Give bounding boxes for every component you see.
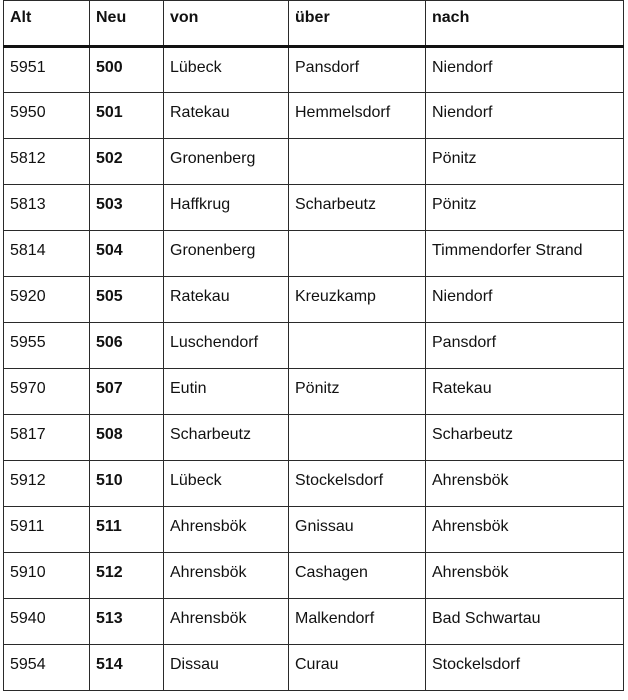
cell-neu: 506 [90,323,164,369]
cell-alt: 5951 [4,47,90,93]
table-row [4,47,624,93]
table-row [4,507,624,553]
table-body [4,47,624,691]
table-header [4,1,624,47]
cell-ueber: Curau [289,645,426,691]
cell-alt: 5954 [4,645,90,691]
table-row [4,139,624,185]
cell-nach: Ahrensbök [426,461,624,507]
cell-ueber: Scharbeutz [289,185,426,231]
cell-neu: 500 [90,47,164,93]
cell-nach: Ahrensbök [426,553,624,599]
cell-alt: 5814 [4,231,90,277]
cell-von: Gronenberg [164,139,289,185]
cell-ueber: Kreuzkamp [289,277,426,323]
header-alt: Alt [4,1,90,47]
table-row [4,553,624,599]
table-row [4,415,624,461]
cell-neu: 501 [90,93,164,139]
table-row [4,277,624,323]
table-row [4,185,624,231]
cell-alt: 5813 [4,185,90,231]
cell-nach: Scharbeutz [426,415,624,461]
cell-nach: Niendorf [426,47,624,93]
cell-von: Dissau [164,645,289,691]
cell-neu: 510 [90,461,164,507]
cell-von: Ahrensbök [164,599,289,645]
cell-ueber: Hemmelsdorf [289,93,426,139]
cell-nach: Ratekau [426,369,624,415]
cell-nach: Niendorf [426,93,624,139]
cell-nach: Ahrensbök [426,507,624,553]
table-row [4,231,624,277]
cell-ueber [289,415,426,461]
header-neu: Neu [90,1,164,47]
cell-nach: Stockelsdorf [426,645,624,691]
cell-nach: Timmendorfer Strand [426,231,624,277]
cell-ueber: Pansdorf [289,47,426,93]
table-row [4,323,624,369]
cell-von: Ratekau [164,277,289,323]
header-ueber: über [289,1,426,47]
cell-nach: Niendorf [426,277,624,323]
cell-alt: 5950 [4,93,90,139]
cell-neu: 503 [90,185,164,231]
cell-von: Luschendorf [164,323,289,369]
table-row [4,645,624,691]
cell-nach: Pansdorf [426,323,624,369]
cell-ueber [289,139,426,185]
cell-ueber: Gnissau [289,507,426,553]
cell-ueber: Pönitz [289,369,426,415]
cell-von: Ratekau [164,93,289,139]
header-row [4,1,624,47]
cell-nach: Bad Schwartau [426,599,624,645]
cell-nach: Pönitz [426,139,624,185]
cell-von: Gronenberg [164,231,289,277]
cell-von: Lübeck [164,461,289,507]
table-row [4,599,624,645]
cell-neu: 513 [90,599,164,645]
header-von: von [164,1,289,47]
cell-alt: 5970 [4,369,90,415]
cell-alt: 5940 [4,599,90,645]
cell-neu: 505 [90,277,164,323]
cell-alt: 5920 [4,277,90,323]
cell-ueber: Cashagen [289,553,426,599]
cell-neu: 508 [90,415,164,461]
cell-nach: Pönitz [426,185,624,231]
cell-von: Ahrensbök [164,553,289,599]
cell-ueber [289,323,426,369]
cell-von: Scharbeutz [164,415,289,461]
cell-alt: 5812 [4,139,90,185]
table-row [4,369,624,415]
cell-alt: 5910 [4,553,90,599]
cell-von: Eutin [164,369,289,415]
cell-von: Lübeck [164,47,289,93]
cell-ueber: Malkendorf [289,599,426,645]
cell-ueber: Stockelsdorf [289,461,426,507]
table-row [4,93,624,139]
cell-alt: 5817 [4,415,90,461]
cell-neu: 511 [90,507,164,553]
route-table [3,0,624,691]
cell-neu: 504 [90,231,164,277]
header-nach: nach [426,1,624,47]
cell-von: Haffkrug [164,185,289,231]
cell-von: Ahrensbök [164,507,289,553]
cell-neu: 502 [90,139,164,185]
cell-neu: 514 [90,645,164,691]
cell-alt: 5955 [4,323,90,369]
cell-alt: 5911 [4,507,90,553]
table-row [4,461,624,507]
cell-neu: 512 [90,553,164,599]
cell-neu: 507 [90,369,164,415]
cell-alt: 5912 [4,461,90,507]
cell-ueber [289,231,426,277]
